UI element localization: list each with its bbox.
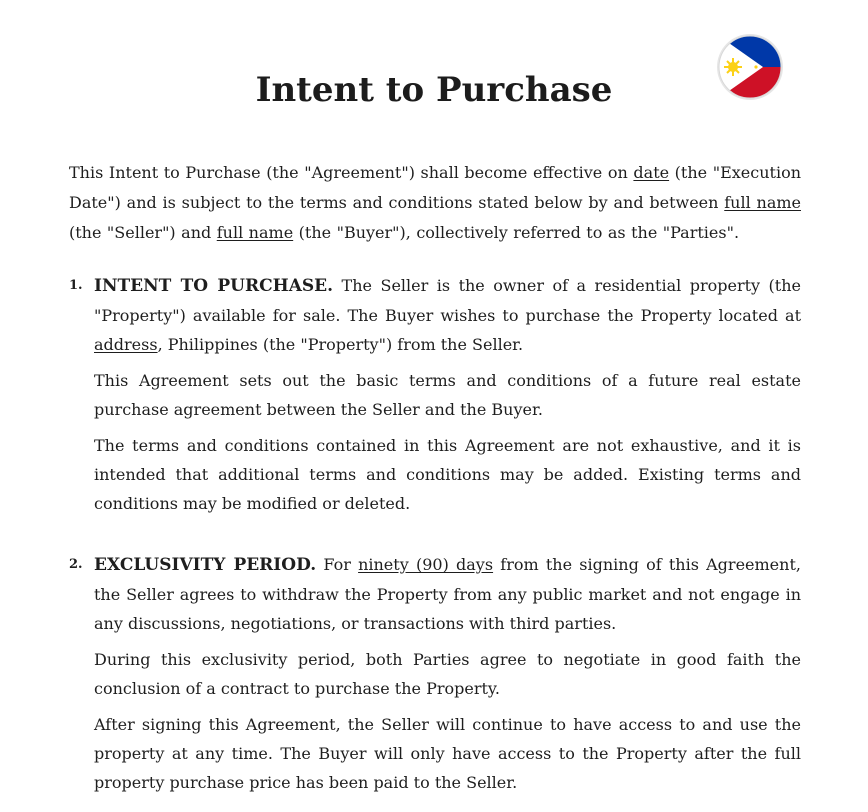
flag-star (721, 41, 724, 44)
section-text: from the signing of this Agreement, the Seller agrees to withdraw the Property from any public market and not engage in any discussions, negotiations, or transactions with third parties. (94, 555, 801, 633)
section-text: , Philippines (the "Property") from the Seller. (157, 335, 524, 354)
intro-paragraph (69, 158, 801, 248)
section-heading: INTENT TO PURCHASE. (94, 276, 334, 296)
section-intent-to-purchase (69, 271, 801, 525)
section-text: The Seller is the owner of a residential property (the "Property") available for sale. The Buyer wishes to purchase the Property located at (94, 276, 801, 325)
section-paragraph: During this exclusivity period, both Parties agree to negotiate in good faith the conclusion of a contract to purchase the Property. (94, 650, 801, 698)
intro-text: This Intent to Purchase (the "Agreement") shall become effective on (69, 163, 634, 182)
section-paragraph (94, 550, 801, 638)
period-field[interactable]: ninety (90) days (358, 555, 494, 574)
intro-text: (the "Buyer"), collectively referred to as the "Parties". (293, 223, 740, 242)
date-field[interactable]: date (633, 163, 670, 182)
intro-text: (the "Execution Date") and is subject to the terms and conditions stated below by and between (69, 163, 802, 212)
section-number: 1. (69, 278, 83, 293)
section-paragraph: The terms and conditions contained in this Agreement are not exhaustive, and it is intended that additional terms and conditions may be added. Existing terms and conditions may be modified or deleted. (94, 436, 801, 513)
document-title: Intent to Purchase (255, 70, 613, 110)
section-paragraph (94, 271, 801, 359)
buyer-name-field[interactable]: full name (216, 223, 294, 242)
section-text: For (316, 555, 359, 574)
section-paragraph: This Agreement sets out the basic terms and conditions of a future real estate purchase agreement between the Seller and the Buyer. (94, 371, 801, 419)
seller-name-field[interactable]: full name (724, 193, 801, 212)
section-heading: EXCLUSIVITY PERIOD. (94, 555, 317, 575)
section-number: 2. (69, 557, 83, 572)
intro-text: (the "Seller") and (69, 223, 217, 242)
section-paragraph: After signing this Agreement, the Seller will continue to have access to and use the property at any time. The Buyer will only have access to the Property after the full property purchase price has been paid to the Seller. (94, 715, 801, 792)
flag-star (754, 65, 757, 68)
address-field[interactable]: address (94, 335, 158, 354)
section-exclusivity-period (69, 550, 801, 804)
